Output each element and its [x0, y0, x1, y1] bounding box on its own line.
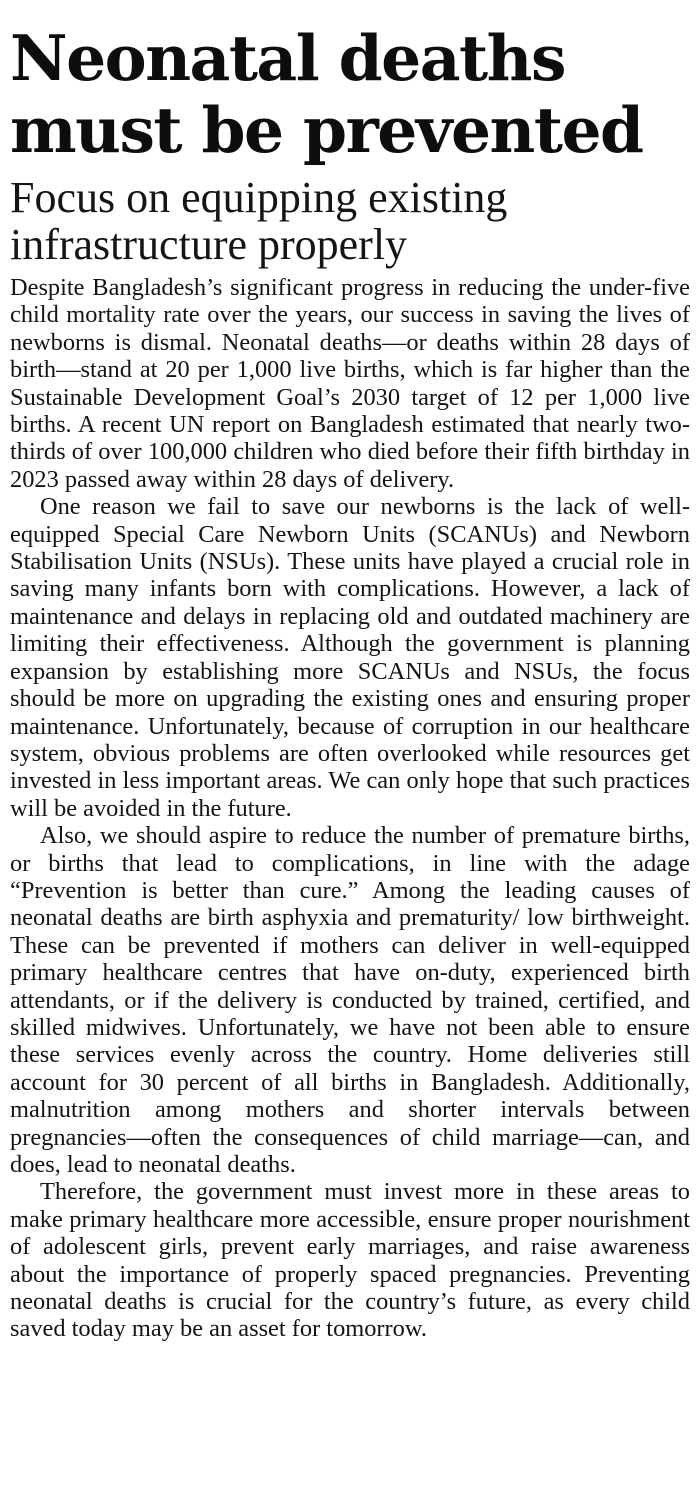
body-paragraph: Therefore, the government must invest more in these areas to make primary healthcare more accessible, ensure proper nourishment of adolescent girls, prevent early marriages, and raise awareness about the importance of properly spaced pregnancies. Preventing neonatal deaths is crucial for the country’s future, as every child saved today may be an asset for tomorrow.	[10, 1178, 690, 1343]
headline	[10, 22, 690, 166]
subheadline-line-1: Focus on equipping existing	[10, 173, 508, 222]
body-paragraph: One reason we fail to save our newborns is the lack of well-equipped Special Care Newborn Units (SCANUs) and Newborn Stabilisation Units (NSUs). These units have played a crucial role in saving many infants born with complications. However, a lack of maintenance and delays in replacing old and outdated machinery are limiting their effectiveness. Although the government is planning expansion by establishing more SCANUs and NSUs, the focus should be more on upgrading the existing ones and ensuring proper maintenance. Unfortunately, because of corruption in our healthcare system, obvious problems are often overlooked while resources get invested in less important areas. We can only hope that such practices will be avoided in the future.	[10, 493, 690, 822]
headline-line-2: must be prevented	[10, 93, 643, 167]
subheadline-line-2: infrastructure properly	[10, 220, 408, 269]
subheadline	[10, 174, 690, 268]
article-body	[10, 274, 690, 1343]
headline-line-1: Neonatal deaths	[10, 21, 565, 95]
body-paragraph: Despite Bangladesh’s significant progress in reducing the under-five child mortality rate over the years, our success in saving the lives of newborns is dismal. Neonatal deaths—or deaths within 28 days of birth—stand at 20 per 1,000 live births, which is far higher than the Sustainable Development Goal’s 2030 target of 12 per 1,000 live births. A recent UN report on Bangladesh estimated that nearly two-thirds of over 100,000 children who died before their fifth birthday in 2023 passed away within 28 days of delivery.	[10, 274, 690, 493]
body-paragraph: Also, we should aspire to reduce the number of premature births, or births that lead to complications, in line with the adage “Prevention is better than cure.” Among the leading causes of neonatal deaths are birth asphyxia and prematurity/ low birthweight. These can be prevented if mothers can deliver in well-equipped primary healthcare centres that have on-duty, experienced birth attendants, or if the delivery is conducted by trained, certified, and skilled midwives. Unfortunately, we have not been able to ensure these services evenly across the country. Home deliveries still account for 30 percent of all births in Bangladesh. Additionally, malnutrition among mothers and shorter intervals between pregnancies—often the consequences of child marriage—can, and does, lead to neonatal deaths.	[10, 822, 690, 1178]
